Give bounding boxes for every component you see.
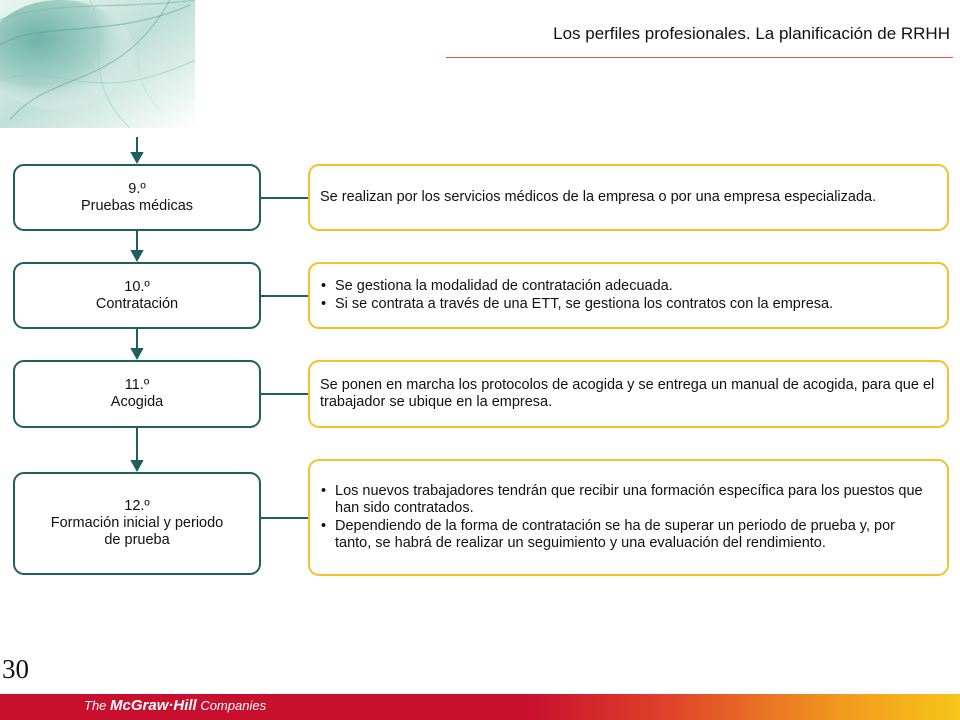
step-connector (261, 295, 308, 297)
footer-bar (0, 694, 960, 720)
step-description-acogida (308, 360, 949, 428)
step-label: Pruebas médicas (80, 197, 194, 214)
description-text: Se realizan por los servicios médicos de la empresa o por una empresa especializada. (320, 188, 877, 205)
step-number: 9.º (128, 180, 146, 197)
step-connector (261, 517, 308, 519)
step-label: Acogida (110, 394, 164, 410)
description-bullet: • Dependiendo de la forma de contratación se ha de superar un periodo de prueba y, por tanto, se habrá de realizar un seguimiento y una evaluación del rendimiento. (320, 518, 935, 553)
step-box-pruebas-medicas (13, 164, 261, 231)
publisher-logo (84, 697, 266, 714)
description-bullet: • Si se contrata a través de una ETT, se gestiona los contratos con la empresa. (320, 296, 935, 314)
logo-suffix: Companies (196, 698, 267, 713)
description-text: Se ponen en marcha los protocolos de acogida y se entrega un manual de acogida, para que el trabajador se ubique en la empresa. (320, 376, 935, 410)
step-connector (261, 393, 308, 395)
description-list (320, 278, 935, 313)
step-connector (261, 197, 308, 199)
step-label: de prueba (104, 532, 170, 548)
step-label: Formación inicial y periodo (50, 515, 224, 531)
step-description-pruebas-medicas (308, 164, 949, 231)
description-bullet: • Se gestiona la modalidad de contratación adecuada. (320, 278, 935, 296)
logo-brand: McGraw·Hill (110, 697, 197, 714)
step-number: 12.º (124, 498, 150, 514)
logo-prefix: The (84, 698, 111, 713)
step-box-formacion-inicial (13, 472, 261, 575)
step-number: 11.º (124, 377, 150, 393)
step-box-acogida (13, 360, 261, 428)
step-description-formacion-inicial (308, 459, 949, 576)
page-number: 30 (2, 654, 29, 684)
description-list (320, 483, 935, 553)
step-number: 10.º (124, 278, 150, 295)
description-bullet: • Los nuevos trabajadores tendrán que recibir una formación específica para los puestos que han sido contratados. (320, 483, 935, 518)
step-label: Contratación (95, 295, 179, 312)
page-title: Los perfiles profesionales. La planificación de RRHH (553, 24, 950, 43)
step-description-contratacion (308, 262, 949, 329)
step-box-contratacion (13, 262, 261, 329)
